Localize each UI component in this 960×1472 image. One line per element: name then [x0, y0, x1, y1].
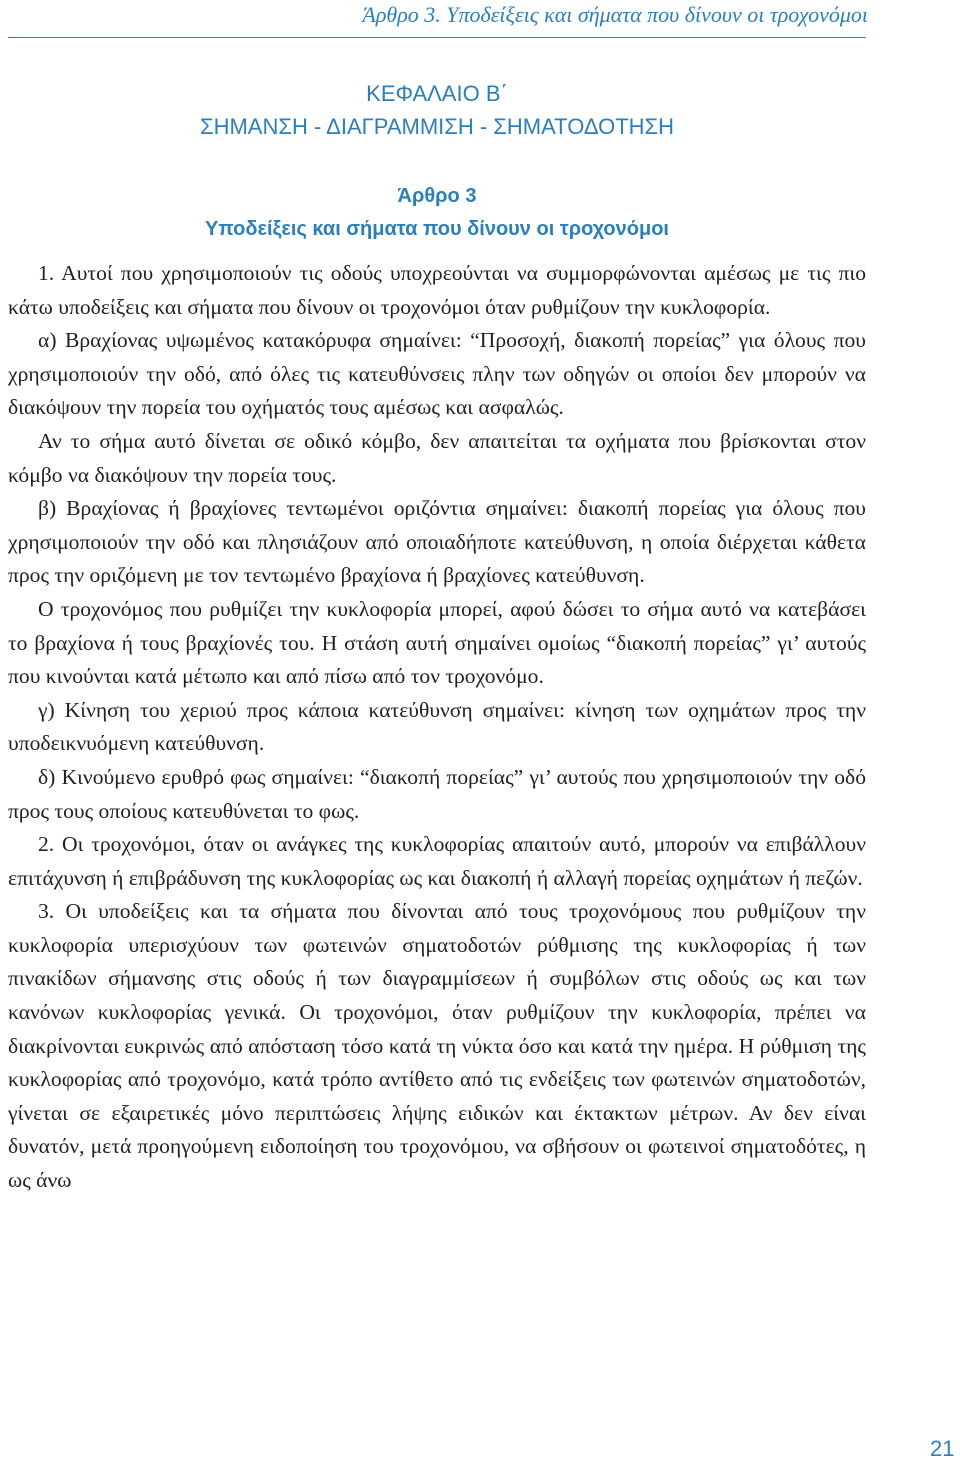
- article-body: [8, 257, 866, 1198]
- running-header: Άρθρο 3. Υποδείξεις και σήματα που δίνουν οι τροχονόμοι: [362, 2, 868, 27]
- paragraph-3: 3. Οι υποδείξεις και τα σήματα που δίνονται από τους τροχονόμους που ρυθμίζουν την κυκλοφορία υπερισχύουν των φωτεινών σηματοδοτών ρύθμισης της κυκλοφορίας ή των πινακίδων σήμανσης στις οδούς ή των διαγραμμίσεων ή συμβόλων στις οδούς ως και των κανόνων κυκλοφορίας γενικά. Οι τροχονόμοι, όταν ρυθμίζουν την κυκλοφορία, πρέπει να διακρίνονται ευκρινώς από απόσταση τόσο κατά τη νύκτα όσο και κατά την ημέρα. Η ρύθμιση της κυκλοφορίας από τροχονόμο, κατά τρόπο αντίθετο από τις ενδείξεις των φωτεινών σηματοδοτών, γίνεται σε εξαιρετικές μόνο περιπτώσεις λήψης ειδικών και έκτακτων μέτρων. Αν δεν είναι δυνατόν, μετά προηγούμενη ειδοποίηση του τροχονόμου, να σβήσουν οι φωτεινοί σηματοδότες, η ως άνω: [8, 899, 866, 1193]
- paragraph-1b-note: Ο τροχονόμος που ρυθμίζει την κυκλοφορία μπορεί, αφού δώσει το σήμα αυτό να κατεβάσει το βραχίονα ή τους βραχίονές του. Η στάση αυτή σημαίνει ομοίως “διακοπή πορείας” γι’ αυτούς που κινούνται κατά μέτωπο και από πίσω από τον τροχονόμο.: [8, 596, 866, 689]
- article-title: Υποδείξεις και σήματα που δίνουν οι τροχονόμοι: [205, 218, 669, 240]
- paragraph-1a-note: Αν το σήμα αυτό δίνεται σε οδικό κόμβο, δεν απαιτείται τα οχήματα που βρίσκονται στον κόμβο να διακόψουν την πορεία τους.: [8, 428, 866, 487]
- page-number: 21: [930, 1436, 955, 1461]
- chapter-heading: [8, 77, 866, 143]
- chapter-label: ΚΕΦΑΛΑΙΟ Β΄: [366, 81, 508, 106]
- chapter-title: ΣΗΜΑΝΣΗ - ΔΙΑΓΡΑΜΜΙΣΗ - ΣΗΜΑΤΟΔΟΤΗΣΗ: [199, 114, 675, 139]
- paragraph-1c: γ) Κίνηση του χεριού προς κάποια κατεύθυνση σημαίνει: κίνηση των οχημάτων προς την υποδεικνυόμενη κατεύθυνση.: [8, 697, 866, 756]
- paragraph-1a: α) Βραχίονας υψωμένος κατακόρυφα σημαίνει: “Προσοχή, διακοπή πορείας” για όλους που χρησιμοποιούν την οδό, από όλες τις κατευθύνσεις πλην των οδηγών οι οποίοι δεν μπορούν να διακόψουν την πορεία του οχήματός τους αμέσως και ασφαλώς.: [8, 328, 866, 420]
- header-rule: [8, 37, 866, 38]
- paragraph-1b: β) Βραχίονας ή βραχίονες τεντωμένοι οριζόντια σημαίνει: διακοπή πορείας για όλους που χρησιμοποιούν την οδό και πλησιάζουν από οποιαδήποτε κατεύθυνση, η οποία διέρχεται κάθετα προς την οριζόμενη με τον τεντωμένο βραχίονα ή βραχίονες κατεύθυνση.: [8, 496, 866, 588]
- article-number: Άρθρο 3: [397, 185, 477, 207]
- paragraph-1: 1. Αυτοί που χρησιμοποιούν τις οδούς υποχρεούνται να συμμορφώνονται αμέσως με τις πιο κάτω υποδείξεις και σήματα που δίνουν οι τροχονόμοι όταν ρυθμίζουν την κυκλοφορία.: [8, 261, 866, 319]
- paragraph-1d: δ) Κινούμενο ερυθρό φως σημαίνει: “διακοπή πορείας” γι’ αυτούς που χρησιμοποιούν την οδό προς τους οποίους κατευθύνεται το φως.: [8, 764, 866, 823]
- article-heading: [8, 180, 866, 246]
- paragraph-2: 2. Οι τροχονόμοι, όταν οι ανάγκες της κυκλοφορίας απαιτούν αυτό, μπορούν να επιβάλλουν επιτάχυνση ή επιβράδυνση της κυκλοφορίας ως και διακοπή ή αλλαγή πορείας οχημάτων ή πεζών.: [8, 832, 866, 890]
